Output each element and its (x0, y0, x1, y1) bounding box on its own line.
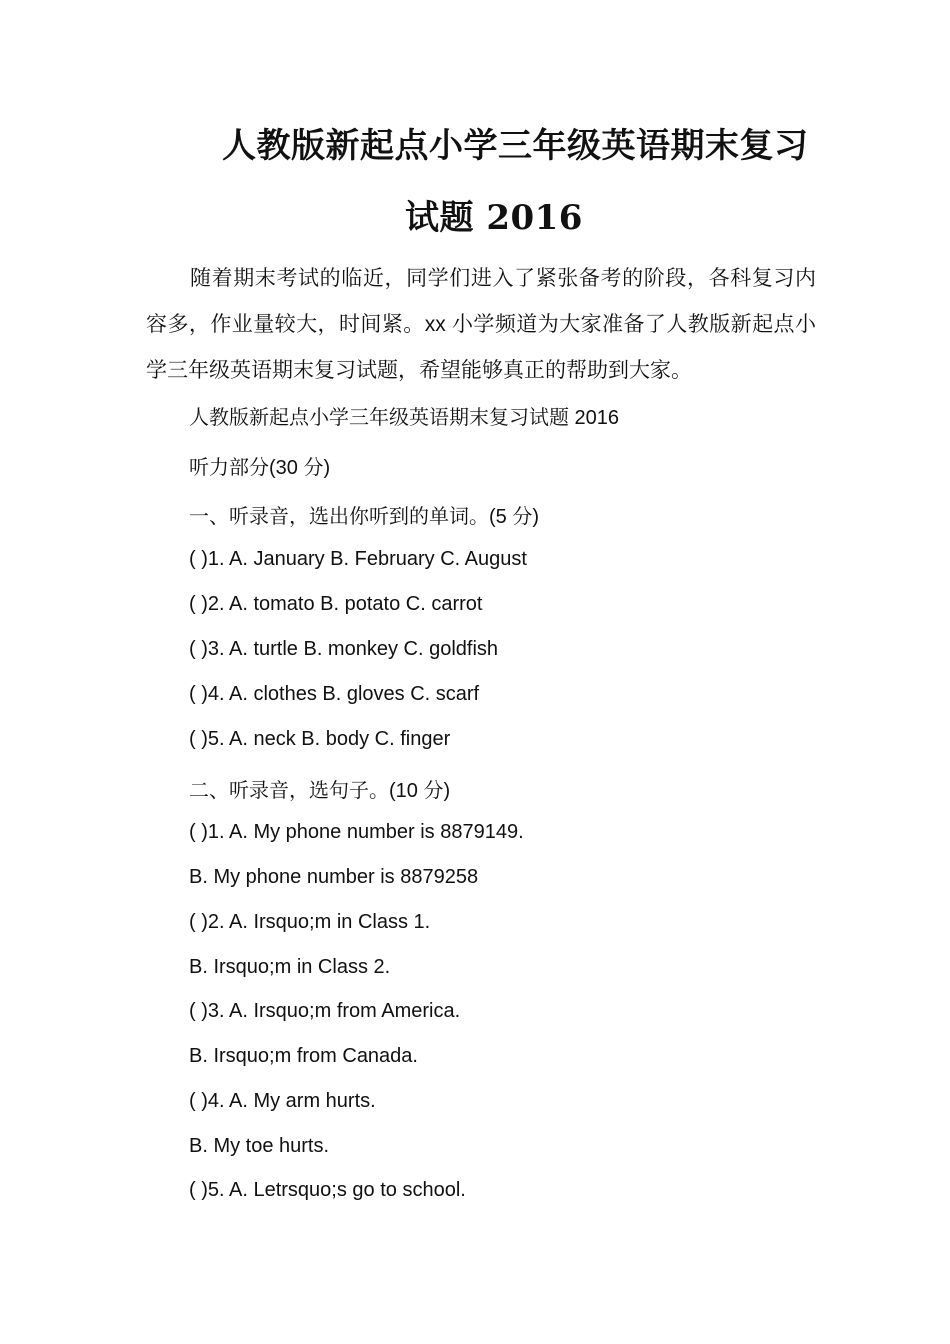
subtitle-line: 人教版新起点小学三年级英语期末复习试题 2016 (189, 407, 620, 429)
option-line: B. Irsquo;m in Class 2. (189, 956, 391, 978)
question-line: ( )4. A. clothes B. gloves C. scarf (189, 683, 480, 705)
question-line: ( )5. A. Letrsquo;s go to school. (189, 1179, 466, 1201)
document-title-line-1: 人教版新起点小学三年级英语期末复习 (222, 126, 809, 166)
question-line: ( )3. A. turtle B. monkey C. goldfish (189, 638, 499, 660)
question-line: ( )2. A. tomato B. potato C. carrot (189, 593, 483, 615)
section-heading-part-1: 一、听录音，选出你听到的单词。(5 分) (189, 506, 539, 528)
question-line: ( )5. A. neck B. body C. finger (189, 728, 451, 750)
question-line: ( )2. A. Irsquo;m in Class 1. (189, 911, 431, 933)
question-line: ( )1. A. My phone number is 8879149. (189, 821, 524, 843)
section-heading-listening: 听力部分(30 分) (189, 457, 331, 479)
section-heading-part-2: 二、听录音，选句子。(10 分) (189, 780, 451, 802)
option-line: B. Irsquo;m from Canada. (189, 1045, 418, 1067)
question-line: ( )4. A. My arm hurts. (189, 1090, 376, 1112)
option-line: B. My toe hurts. (189, 1135, 330, 1157)
document-title-line-2: 试题 2016 (405, 198, 583, 238)
question-line: ( )3. A. Irsquo;m from America. (189, 1000, 461, 1022)
intro-paragraph: 随着期末考试的临近，同学们进入了紧张备考的阶段，各科复习内容多，作业量较大，时间紧。xx 小学频道为大家准备了人教版新起点小学三年级英语期末复习试题，希望能够真正的帮助到大家。 (146, 267, 816, 382)
question-line: ( )1. A. January B. February C. August (189, 548, 527, 570)
option-line: B. My phone number is 8879258 (189, 866, 479, 888)
